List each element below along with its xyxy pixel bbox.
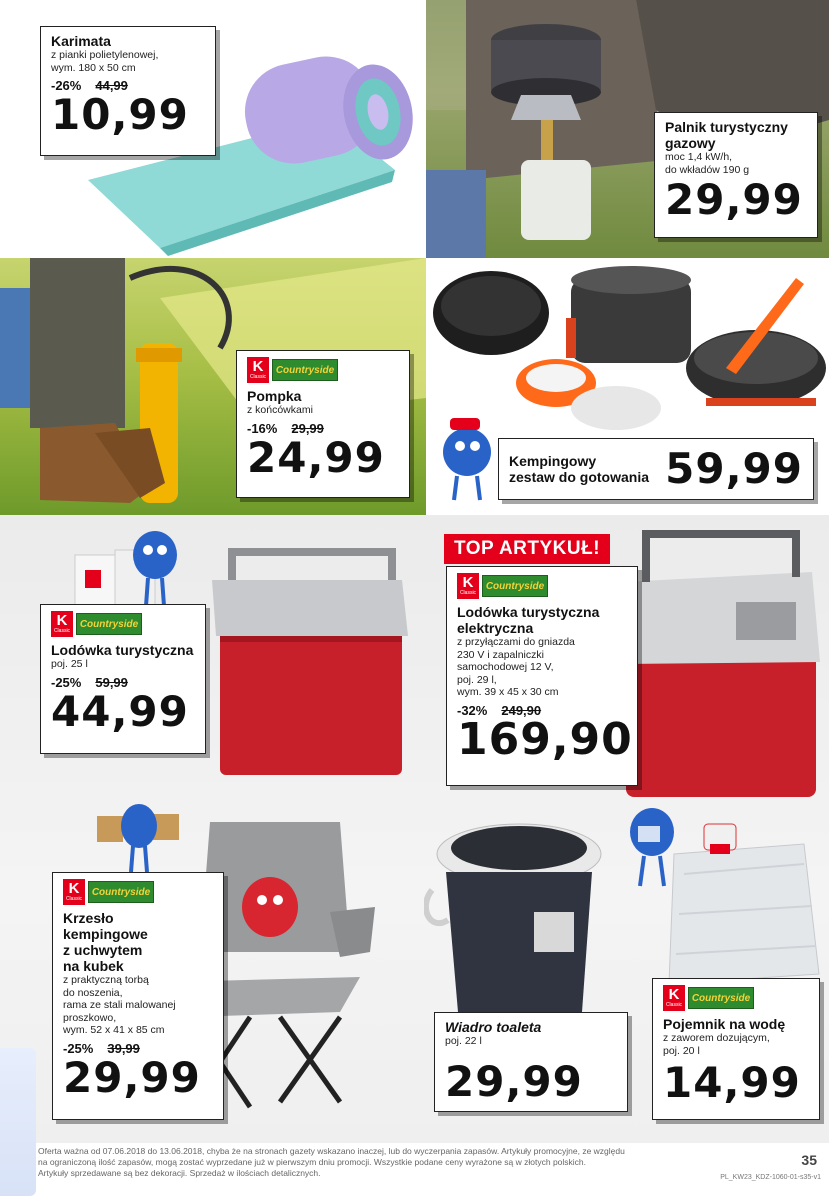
product-name: na kubek xyxy=(63,958,124,974)
product-desc: proszkowo, xyxy=(63,1011,117,1024)
krzeslo-label xyxy=(52,872,224,1120)
discount-percent: -25% xyxy=(51,674,82,690)
product-name: Pompka xyxy=(247,388,302,404)
old-price: 59,99 xyxy=(95,674,128,690)
product-desc: 230 V i zapalniczki xyxy=(457,648,544,661)
kaufland-classic-logo: K Classic xyxy=(663,985,685,1011)
product-name: z uchwytem xyxy=(63,942,143,958)
old-price: 39,99 xyxy=(107,1040,140,1056)
discount-percent: -25% xyxy=(63,1040,94,1056)
page-number: 35 xyxy=(801,1152,817,1168)
karimata-panel xyxy=(0,0,426,258)
kaufland-classic-logo: K Classic xyxy=(457,573,479,599)
product-name: Palnik turystyczny xyxy=(665,119,788,135)
price: 169,90 xyxy=(457,713,633,765)
kaufland-classic-logo: K Classic xyxy=(63,879,85,905)
countryside-logo: Countryside xyxy=(272,359,338,381)
product-name: kempingowe xyxy=(63,926,148,942)
cooler-25l-image xyxy=(212,540,412,780)
product-desc: z praktyczną torbą xyxy=(63,974,149,986)
product-desc: poj. 25 l xyxy=(51,658,88,670)
product-desc: wym. 39 x 45 x 30 cm xyxy=(457,686,559,698)
product-desc: rama ze stali malowanej xyxy=(63,999,176,1011)
product-desc: poj. 29 l, xyxy=(457,673,497,686)
product-name-block xyxy=(509,453,649,485)
side-logo-strip xyxy=(0,1048,36,1196)
countryside-logo: Countryside xyxy=(88,881,154,903)
mascot-with-boxes xyxy=(95,796,185,876)
price: 59,99 xyxy=(665,444,803,493)
countryside-logo: Countryside xyxy=(76,613,142,635)
old-price: 44,99 xyxy=(95,78,128,93)
product-desc: poj. 20 l xyxy=(663,1044,700,1057)
brand-logos xyxy=(457,573,627,599)
brand-logos xyxy=(51,611,195,637)
karimata-label xyxy=(40,26,216,156)
discount-percent: -32% xyxy=(457,702,488,718)
old-price: 249,90 xyxy=(501,702,542,718)
kaufland-classic-logo: K Classic xyxy=(247,357,269,383)
price: 10,99 xyxy=(51,90,189,139)
footer-line: na ograniczoną ilość zapasów, mogą zostać wyprzedane już w pierwszym dniu promocji. Wszystkie podane ceny wyrażone są w złotych polskich. xyxy=(38,1157,587,1167)
lodowka-label xyxy=(40,604,206,754)
product-name: Kempingowy xyxy=(509,453,597,469)
kaufland-classic-logo: K Classic xyxy=(51,611,73,637)
zestaw-panel xyxy=(426,258,829,515)
footer-line: Artykuły sprzedawane są bez dekoracji. Sprzedaż w ilościach detalicznych. xyxy=(38,1168,321,1178)
price: 29,99 xyxy=(445,1056,583,1106)
price: 29,99 xyxy=(63,1052,201,1102)
product-name: zestaw do gotowania xyxy=(509,469,650,485)
wiadro-label xyxy=(434,1012,628,1112)
product-desc: z końcówkami xyxy=(247,404,313,416)
product-name: Krzesło xyxy=(63,910,114,926)
brand-logos xyxy=(247,357,399,383)
catalog-code: PL_KW23_KDZ-1060-01-s35-v1 xyxy=(720,1174,821,1181)
mascot-figure xyxy=(620,798,684,888)
product-name: Wiadro toaleta xyxy=(445,1019,542,1035)
price: 44,99 xyxy=(51,686,189,736)
product-desc: poj. 22 l xyxy=(445,1035,482,1047)
product-name: Karimata xyxy=(51,33,111,49)
product-name: gazowy xyxy=(665,135,716,151)
old-price: 29,99 xyxy=(291,420,324,436)
electric-cooler-image xyxy=(616,522,826,802)
brand-logos xyxy=(663,985,809,1011)
countryside-logo: Countryside xyxy=(482,575,548,597)
product-name: Lodówka turystyczna xyxy=(51,642,194,658)
discount-percent: -16% xyxy=(247,420,278,436)
top-article-badge: TOP ARTYKUŁ! xyxy=(444,534,610,564)
palnik-panel xyxy=(426,0,829,258)
price: 29,99 xyxy=(665,175,803,224)
toilet-bucket-image xyxy=(424,812,604,1022)
product-name: Pojemnik na wodę xyxy=(663,1016,786,1032)
price: 14,99 xyxy=(663,1058,801,1107)
product-name: Lodówka turystyczna xyxy=(457,604,600,620)
product-desc: z pianki polietylenowej, xyxy=(51,49,159,61)
discount-percent: -26% xyxy=(51,78,82,93)
product-desc: z zaworem dozującym, xyxy=(663,1032,770,1044)
product-name: elektryczna xyxy=(457,620,534,636)
product-desc: wym. 52 x 41 x 85 cm xyxy=(63,1024,165,1036)
zestaw-label xyxy=(498,438,814,500)
brand-logos xyxy=(63,879,213,905)
product-desc: wym. 180 x 50 cm xyxy=(51,61,136,74)
pompka-label xyxy=(236,350,410,498)
legal-footer xyxy=(38,1146,778,1179)
product-desc: samochodowej 12 V, xyxy=(457,661,554,673)
countryside-logo: Countryside xyxy=(688,987,754,1009)
footer-line: Oferta ważna od 07.06.2018 do 13.06.2018, chyba że na stronach gazety wskazano inaczej, lub do wyczerpania zapasów. Artykuły promocyjne, ze względu xyxy=(38,1146,625,1156)
pompka-panel xyxy=(0,258,426,515)
palnik-label xyxy=(654,112,818,238)
product-desc: z przyłączami do gniazda xyxy=(457,636,575,648)
product-desc: do wkładów 190 g xyxy=(665,163,750,176)
mascot-figure xyxy=(432,408,502,503)
product-desc: moc 1,4 kW/h, xyxy=(665,151,733,163)
product-desc: do noszenia, xyxy=(63,986,123,999)
price: 24,99 xyxy=(247,432,385,482)
lodowka-elektryczna-label xyxy=(446,566,638,786)
pojemnik-label xyxy=(652,978,820,1120)
